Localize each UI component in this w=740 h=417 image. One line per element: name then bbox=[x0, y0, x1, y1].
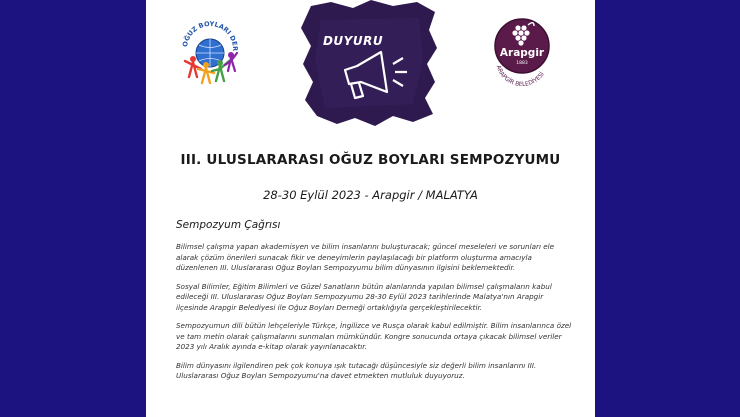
paragraph: Bilim dünyasını ilgilendiren pek çok konuya ışık tutacağı düşüncesiyle siz değerli bilim insanlarını III. Uluslararası Oğuz Boyları Sempozyumu'na davet etmekten mutluluk duyuyoruz. bbox=[176, 360, 537, 380]
call-body bbox=[176, 242, 574, 390]
symposium-title: III. ULUSLARARASI OĞUZ BOYLARI SEMPOZYUMU bbox=[180, 152, 561, 168]
symposium-dates: 28-30 Eylül 2023 - Arapgir / MALATYA bbox=[263, 188, 478, 202]
paragraph: Sempozyumun dili bütün lehçeleriyle Türkçe, İngilizce ve Rusça olarak kabul edilmiştir. Bilim insanlarınca özel ve tam metin olarak çalışmalarını sunmaları mümkündür. Kongre sonucunda ortaya çıkacak bilimsel veriler 2023 yılı Aralık ayında e-kitap olarak yayınlanacaktır. bbox=[176, 321, 572, 351]
right-logo-year: 1883 bbox=[516, 61, 528, 66]
duyuru-announcement-graphic bbox=[301, 0, 439, 128]
right-logo-text: ARAPGİR BELEDİYESİ bbox=[494, 64, 546, 86]
document-page bbox=[146, 0, 595, 417]
duyuru-label: DUYURU bbox=[322, 34, 384, 48]
paragraph: Sosyal Bilimler, Eğitim Bilimleri ve Güzel Sanatların bütün alanlarında yapılan bilimsel çalışmaların kabul edileceği III. Uluslararası Oğuz Boyları Sempozyumu 28-30 Eylül 2023 tarihlerinde Malatya'nın Arapgir ilçesinde Arapgir Belediyesi ile Oğuz Boyları Derneği ortaklığıyla gerçekleştirilecektir. bbox=[176, 281, 552, 312]
left-logo-text: OĞUZ BOYLARI DER bbox=[181, 19, 240, 52]
call-heading: Sempozyum Çağrısı bbox=[176, 219, 281, 231]
arapgir-belediyesi-logo bbox=[490, 14, 554, 86]
paragraph: Bilimsel çalışma yapan akademisyen ve bilim insanlarını buluşturacak; güncel meseleleri ve sorunları ele alarak çözüm önerileri sunacak fikir ve deneyimlerin paylaşılacağı bir platform oluşturma amacıyla düzenlenen III. Uluslararası Oğuz Boyları Sempozyumu bilim dünyasının ilgisini beklemektedir. bbox=[176, 242, 555, 272]
right-logo-name: Arapgir bbox=[499, 47, 545, 59]
oguz-boylari-dernegi-logo bbox=[179, 15, 241, 87]
